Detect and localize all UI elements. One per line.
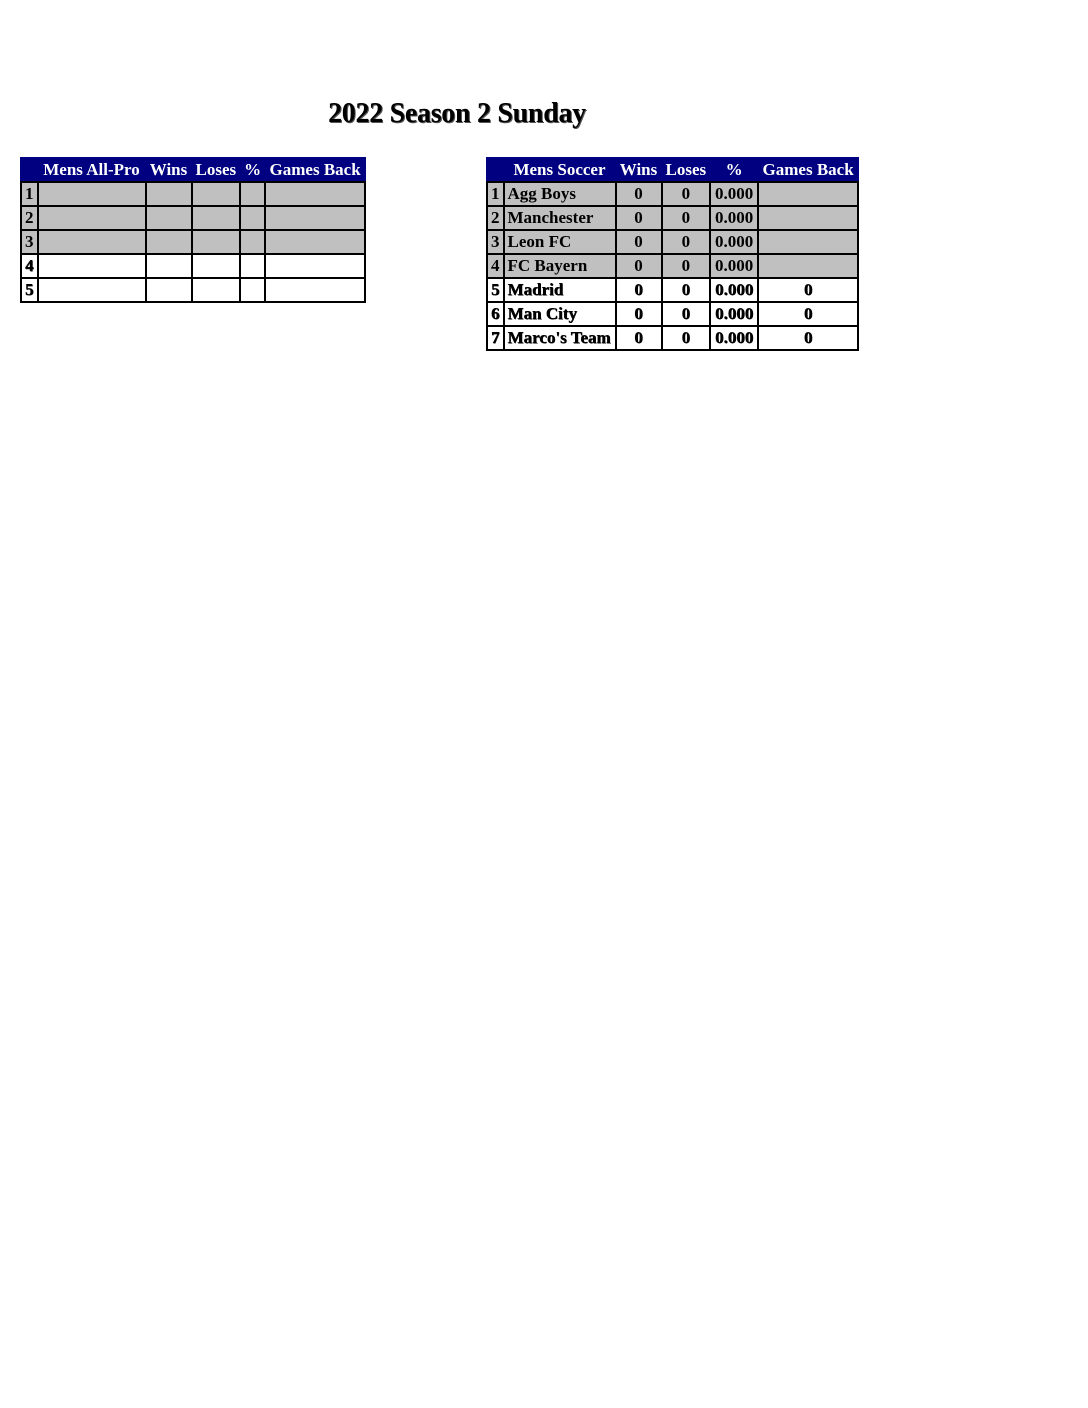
percent-cell (240, 206, 265, 230)
rank-cell: 2 (487, 206, 504, 230)
team-cell (38, 230, 146, 254)
games-back-cell (265, 254, 365, 278)
games-back-cell (758, 230, 858, 254)
wins-cell: 0 (616, 230, 662, 254)
games-back-column-header: Games Back (758, 158, 858, 182)
rank-cell: 1 (487, 182, 504, 206)
loses-cell (192, 182, 241, 206)
loses-cell (192, 254, 241, 278)
team-cell: Agg Boys (504, 182, 616, 206)
team-column-header: Mens Soccer (504, 158, 616, 182)
games-back-cell (265, 182, 365, 206)
team-cell (38, 278, 146, 302)
rank-cell: 3 (487, 230, 504, 254)
team-cell: Leon FC (504, 230, 616, 254)
games-back-cell (265, 206, 365, 230)
team-cell (38, 182, 146, 206)
team-cell (38, 254, 146, 278)
rank-cell: 1 (21, 182, 38, 206)
percent-cell (240, 230, 265, 254)
games-back-cell (758, 206, 858, 230)
table-row (487, 182, 858, 206)
loses-cell: 0 (662, 230, 711, 254)
wins-cell (146, 230, 192, 254)
rank-cell: 5 (487, 278, 504, 302)
table-row (21, 182, 365, 206)
rank-cell: 3 (21, 230, 38, 254)
table-row (487, 278, 858, 302)
percent-cell: 0.000 (710, 254, 758, 278)
percent-cell: 0.000 (710, 302, 758, 326)
wins-cell (146, 182, 192, 206)
loses-cell: 0 (662, 278, 711, 302)
loses-cell: 0 (662, 206, 711, 230)
loses-cell: 0 (662, 254, 711, 278)
games-back-cell (758, 254, 858, 278)
percent-cell (240, 182, 265, 206)
games-back-cell: 0 (758, 278, 858, 302)
mens-all-pro-standings-table (20, 157, 366, 303)
wins-cell: 0 (616, 182, 662, 206)
wins-cell: 0 (616, 326, 662, 350)
table-row (487, 230, 858, 254)
wins-cell (146, 278, 192, 302)
team-cell: Marco's Team (504, 326, 616, 350)
table-row (21, 278, 365, 302)
loses-column-header: Loses (662, 158, 711, 182)
percent-cell: 0.000 (710, 230, 758, 254)
table-header-row (21, 158, 365, 182)
games-back-cell (265, 230, 365, 254)
table-row (487, 326, 858, 350)
games-back-cell: 0 (758, 326, 858, 350)
table-row (487, 302, 858, 326)
percent-column-header: % (710, 158, 758, 182)
page-title: 2022 Season 2 Sunday (328, 98, 586, 129)
percent-cell: 0.000 (710, 206, 758, 230)
percent-cell: 0.000 (710, 182, 758, 206)
wins-cell: 0 (616, 278, 662, 302)
table-header-row (487, 158, 858, 182)
wins-cell (146, 206, 192, 230)
rank-cell: 6 (487, 302, 504, 326)
games-back-column-header: Games Back (265, 158, 365, 182)
games-back-cell: 0 (758, 302, 858, 326)
games-back-cell (265, 278, 365, 302)
rank-column-header (21, 158, 38, 182)
team-cell: Man City (504, 302, 616, 326)
wins-column-header: Wins (146, 158, 192, 182)
wins-column-header: Wins (616, 158, 662, 182)
team-cell (38, 206, 146, 230)
rank-cell: 4 (487, 254, 504, 278)
percent-cell: 0.000 (710, 326, 758, 350)
rank-cell: 4 (21, 254, 38, 278)
loses-cell: 0 (662, 182, 711, 206)
table-row (21, 254, 365, 278)
loses-cell (192, 278, 241, 302)
rank-cell: 7 (487, 326, 504, 350)
wins-cell: 0 (616, 254, 662, 278)
games-back-cell (758, 182, 858, 206)
rank-column-header (487, 158, 504, 182)
table-row (21, 230, 365, 254)
wins-cell: 0 (616, 302, 662, 326)
table-row (487, 206, 858, 230)
loses-cell: 0 (662, 326, 711, 350)
rank-cell: 5 (21, 278, 38, 302)
wins-cell (146, 254, 192, 278)
loses-cell: 0 (662, 302, 711, 326)
table-row (487, 254, 858, 278)
mens-soccer-standings-table (486, 157, 859, 351)
table-row (21, 206, 365, 230)
loses-column-header: Loses (192, 158, 241, 182)
percent-cell (240, 254, 265, 278)
wins-cell: 0 (616, 206, 662, 230)
percent-cell (240, 278, 265, 302)
percent-column-header: % (240, 158, 265, 182)
team-cell: Manchester (504, 206, 616, 230)
team-column-header: Mens All-Pro (38, 158, 146, 182)
loses-cell (192, 206, 241, 230)
rank-cell: 2 (21, 206, 38, 230)
team-cell: Madrid (504, 278, 616, 302)
team-cell: FC Bayern (504, 254, 616, 278)
loses-cell (192, 230, 241, 254)
percent-cell: 0.000 (710, 278, 758, 302)
